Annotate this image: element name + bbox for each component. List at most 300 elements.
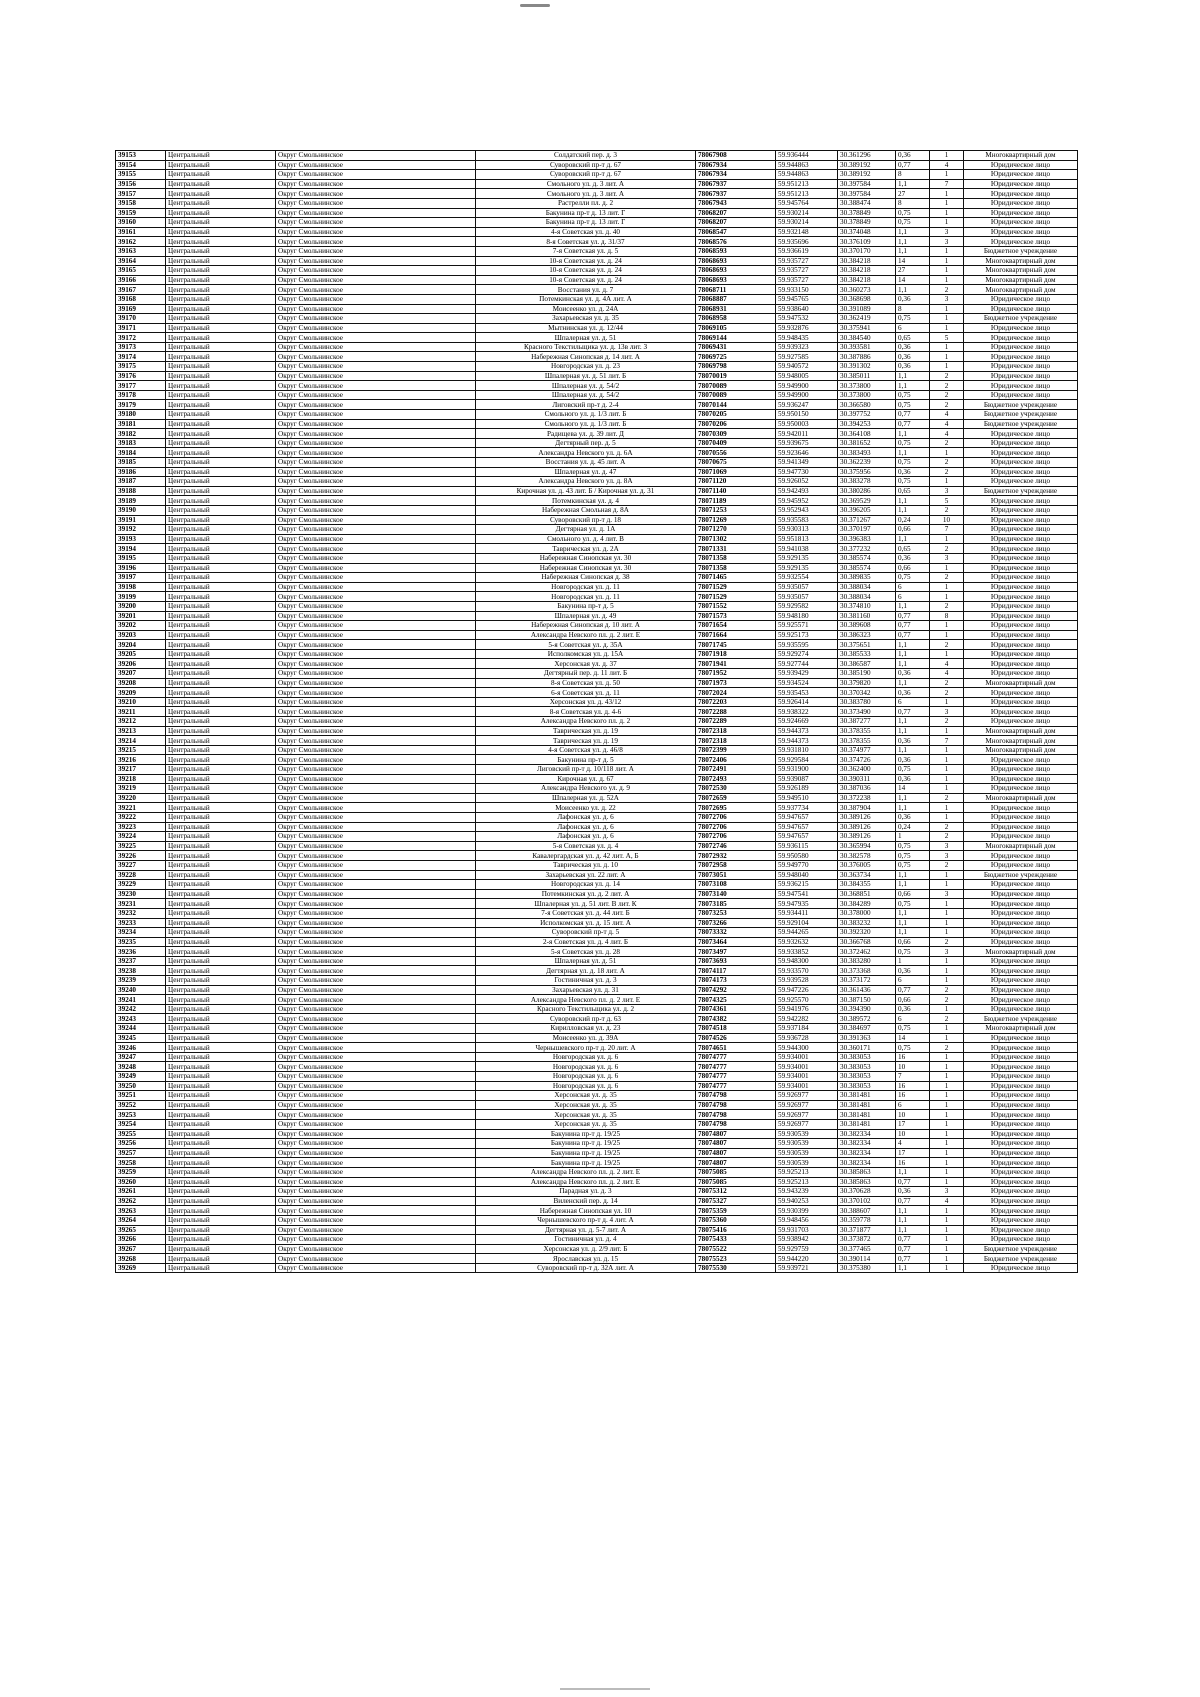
cell-district: Центральный xyxy=(166,937,276,947)
cell-okrug: Округ Смольнинское xyxy=(276,237,476,247)
cell-address: Новгородская ул. д. 14 xyxy=(476,880,696,890)
cell-address: Смольного ул. д. 1/3 лит. Б xyxy=(476,410,696,420)
cell-lon: 30.362400 xyxy=(838,765,896,775)
cell-id: 39203 xyxy=(116,630,166,640)
cell-area: 1,1 xyxy=(896,640,930,650)
cell-area: 0,75 xyxy=(896,1043,930,1053)
cell-area: 0,77 xyxy=(896,611,930,621)
table-row xyxy=(116,860,1078,870)
cell-count: 1 xyxy=(930,966,964,976)
cell-okrug: Округ Смольнинское xyxy=(276,601,476,611)
cell-id: 39211 xyxy=(116,707,166,717)
cell-lat: 59.948435 xyxy=(776,333,838,343)
cell-count: 1 xyxy=(930,1091,964,1101)
cell-area: 16 xyxy=(896,1158,930,1168)
cell-id: 39256 xyxy=(116,1139,166,1149)
cell-lat: 59.932632 xyxy=(776,937,838,947)
cell-lon: 30.360273 xyxy=(838,285,896,295)
cell-district: Центральный xyxy=(166,678,276,688)
cell-count: 2 xyxy=(930,640,964,650)
cell-count: 2 xyxy=(930,793,964,803)
cell-lon: 30.385011 xyxy=(838,371,896,381)
cell-address: Дегтярная ул. д. 5-7 лит. А xyxy=(476,1225,696,1235)
cell-type: Юридическое лицо xyxy=(964,851,1078,861)
cell-address: Таврическая ул. д. 2А xyxy=(476,544,696,554)
cell-count: 1 xyxy=(930,697,964,707)
cell-address: 8-я Советская ул. д. 50 xyxy=(476,678,696,688)
cell-address: 5-я Советская ул. д. 28 xyxy=(476,947,696,957)
cell-address: Александра Невского пл. д. 2 лит. Е xyxy=(476,1177,696,1187)
cell-area: 0,36 xyxy=(896,966,930,976)
cell-type: Юридическое лицо xyxy=(964,918,1078,928)
cell-code: 78072399 xyxy=(696,745,776,755)
cell-lon: 30.383780 xyxy=(838,697,896,707)
cell-count: 2 xyxy=(930,985,964,995)
cell-okrug: Округ Смольнинское xyxy=(276,1052,476,1062)
cell-okrug: Округ Смольнинское xyxy=(276,1033,476,1043)
cell-type: Юридическое лицо xyxy=(964,765,1078,775)
cell-id: 39195 xyxy=(116,553,166,563)
cell-count: 3 xyxy=(930,947,964,957)
table-row xyxy=(116,592,1078,602)
cell-count: 4 xyxy=(930,669,964,679)
cell-type: Юридическое лицо xyxy=(964,928,1078,938)
cell-area: 27 xyxy=(896,189,930,199)
cell-count: 7 xyxy=(930,736,964,746)
cell-district: Центральный xyxy=(166,218,276,228)
cell-okrug: Округ Смольнинское xyxy=(276,1167,476,1177)
cell-type: Юридическое лицо xyxy=(964,170,1078,180)
cell-id: 39186 xyxy=(116,467,166,477)
cell-id: 39235 xyxy=(116,937,166,947)
cell-district: Центральный xyxy=(166,1244,276,1254)
cell-lat: 59.947657 xyxy=(776,812,838,822)
cell-okrug: Округ Смольнинское xyxy=(276,170,476,180)
cell-area: 0,36 xyxy=(896,669,930,679)
cell-code: 78068958 xyxy=(696,314,776,324)
cell-district: Центральный xyxy=(166,563,276,573)
table-row xyxy=(116,1062,1078,1072)
cell-area: 0,36 xyxy=(896,362,930,372)
cell-type: Юридическое лицо xyxy=(964,860,1078,870)
cell-id: 39229 xyxy=(116,880,166,890)
cell-area: 0,77 xyxy=(896,1196,930,1206)
cell-okrug: Округ Смольнинское xyxy=(276,822,476,832)
cell-lat: 59.934524 xyxy=(776,678,838,688)
cell-count: 3 xyxy=(930,1187,964,1197)
cell-count: 1 xyxy=(930,582,964,592)
cell-district: Центральный xyxy=(166,841,276,851)
cell-type: Юридическое лицо xyxy=(964,1148,1078,1158)
cell-id: 39213 xyxy=(116,726,166,736)
cell-area: 0,24 xyxy=(896,515,930,525)
cell-address: Гостиничная ул. д. 3 xyxy=(476,976,696,986)
cell-lat: 59.937734 xyxy=(776,803,838,813)
cell-area: 1,1 xyxy=(896,534,930,544)
cell-count: 1 xyxy=(930,870,964,880)
cell-type: Юридическое лицо xyxy=(964,976,1078,986)
table-row xyxy=(116,1072,1078,1082)
cell-okrug: Округ Смольнинское xyxy=(276,640,476,650)
cell-lat: 59.936619 xyxy=(776,246,838,256)
cell-okrug: Округ Смольнинское xyxy=(276,1148,476,1158)
cell-address: Бакунина пр-т д. 5 xyxy=(476,755,696,765)
cell-type: Юридическое лицо xyxy=(964,880,1078,890)
cell-type: Юридическое лицо xyxy=(964,525,1078,535)
cell-type: Многоквартирный дом xyxy=(964,745,1078,755)
cell-id: 39227 xyxy=(116,860,166,870)
cell-area: 1,1 xyxy=(896,803,930,813)
table-row xyxy=(116,496,1078,506)
cell-id: 39178 xyxy=(116,390,166,400)
cell-type: Юридическое лицо xyxy=(964,592,1078,602)
cell-address: Новгородская ул. д. 6 xyxy=(476,1062,696,1072)
cell-area: 0,36 xyxy=(896,342,930,352)
cell-count: 4 xyxy=(930,160,964,170)
cell-count: 3 xyxy=(930,851,964,861)
cell-okrug: Округ Смольнинское xyxy=(276,649,476,659)
cell-code: 78070556 xyxy=(696,448,776,458)
cell-lon: 30.389608 xyxy=(838,621,896,631)
cell-area: 1,1 xyxy=(896,448,930,458)
cell-code: 78074777 xyxy=(696,1072,776,1082)
cell-lon: 30.385863 xyxy=(838,1177,896,1187)
cell-id: 39262 xyxy=(116,1196,166,1206)
cell-lat: 59.942011 xyxy=(776,429,838,439)
cell-type: Юридическое лицо xyxy=(964,323,1078,333)
cell-district: Центральный xyxy=(166,995,276,1005)
cell-lat: 59.950150 xyxy=(776,410,838,420)
cell-lon: 30.389126 xyxy=(838,832,896,842)
cell-code: 78069431 xyxy=(696,342,776,352)
cell-okrug: Округ Смольнинское xyxy=(276,1196,476,1206)
cell-count: 2 xyxy=(930,601,964,611)
scan-mark-top xyxy=(520,4,550,7)
cell-okrug: Округ Смольнинское xyxy=(276,198,476,208)
cell-lat: 59.929584 xyxy=(776,755,838,765)
cell-area: 0,77 xyxy=(896,630,930,640)
cell-lat: 59.944265 xyxy=(776,928,838,938)
cell-okrug: Округ Смольнинское xyxy=(276,937,476,947)
table-row xyxy=(116,400,1078,410)
cell-count: 5 xyxy=(930,496,964,506)
table-row xyxy=(116,956,1078,966)
cell-district: Центральный xyxy=(166,534,276,544)
table-row xyxy=(116,582,1078,592)
cell-id: 39216 xyxy=(116,755,166,765)
cell-type: Многоквартирный дом xyxy=(964,275,1078,285)
cell-address: Суворовский пр-т д. 63 xyxy=(476,1014,696,1024)
cell-address: 5-я Советская ул. д. 35А xyxy=(476,640,696,650)
cell-district: Центральный xyxy=(166,294,276,304)
cell-lat: 59.945952 xyxy=(776,496,838,506)
table-row xyxy=(116,525,1078,535)
table-row xyxy=(116,1004,1078,1014)
cell-code: 78074777 xyxy=(696,1062,776,1072)
table-row xyxy=(116,1119,1078,1129)
cell-code: 78068931 xyxy=(696,304,776,314)
cell-lon: 30.384218 xyxy=(838,256,896,266)
cell-address: Лиговский пр-т д. 2-4 xyxy=(476,400,696,410)
cell-okrug: Округ Смольнинское xyxy=(276,1110,476,1120)
cell-type: Многоквартирный дом xyxy=(964,266,1078,276)
cell-code: 78072491 xyxy=(696,765,776,775)
cell-type: Юридическое лицо xyxy=(964,390,1078,400)
cell-lon: 30.362239 xyxy=(838,458,896,468)
cell-area: 16 xyxy=(896,1091,930,1101)
table-row xyxy=(116,170,1078,180)
table-row xyxy=(116,1139,1078,1149)
cell-area: 0,75 xyxy=(896,573,930,583)
cell-count: 1 xyxy=(930,189,964,199)
cell-okrug: Округ Смольнинское xyxy=(276,726,476,736)
cell-code: 78074526 xyxy=(696,1033,776,1043)
cell-district: Центральный xyxy=(166,822,276,832)
cell-code: 78072706 xyxy=(696,822,776,832)
cell-district: Центральный xyxy=(166,448,276,458)
cell-type: Юридическое лицо xyxy=(964,1119,1078,1129)
cell-code: 78074807 xyxy=(696,1148,776,1158)
cell-count: 1 xyxy=(930,362,964,372)
cell-id: 39226 xyxy=(116,851,166,861)
cell-code: 78067937 xyxy=(696,179,776,189)
cell-okrug: Округ Смольнинское xyxy=(276,899,476,909)
cell-count: 1 xyxy=(930,745,964,755)
cell-address: Бакунина пр-т д. 5 xyxy=(476,601,696,611)
cell-type: Юридическое лицо xyxy=(964,649,1078,659)
table-row xyxy=(116,266,1078,276)
cell-code: 78074798 xyxy=(696,1110,776,1120)
cell-code: 78071270 xyxy=(696,525,776,535)
cell-area: 1,1 xyxy=(896,726,930,736)
cell-lat: 59.929274 xyxy=(776,649,838,659)
cell-type: Юридическое лицо xyxy=(964,582,1078,592)
cell-district: Центральный xyxy=(166,1100,276,1110)
cell-lat: 59.925213 xyxy=(776,1177,838,1187)
table-row xyxy=(116,208,1078,218)
cell-lat: 59.927744 xyxy=(776,659,838,669)
cell-type: Юридическое лицо xyxy=(964,669,1078,679)
cell-area: 1,1 xyxy=(896,429,930,439)
cell-okrug: Округ Смольнинское xyxy=(276,1158,476,1168)
cell-area: 0,66 xyxy=(896,995,930,1005)
table-row xyxy=(116,1235,1078,1245)
cell-area: 0,77 xyxy=(896,621,930,631)
cell-code: 78074173 xyxy=(696,976,776,986)
cell-district: Центральный xyxy=(166,956,276,966)
cell-type: Юридическое лицо xyxy=(964,1043,1078,1053)
table-row xyxy=(116,275,1078,285)
cell-lon: 30.385574 xyxy=(838,563,896,573)
cell-id: 39239 xyxy=(116,976,166,986)
cell-area: 1,1 xyxy=(896,496,930,506)
cell-id: 39170 xyxy=(116,314,166,324)
cell-district: Центральный xyxy=(166,438,276,448)
cell-count: 2 xyxy=(930,822,964,832)
cell-district: Центральный xyxy=(166,947,276,957)
cell-count: 2 xyxy=(930,438,964,448)
table-row xyxy=(116,1091,1078,1101)
cell-id: 39197 xyxy=(116,573,166,583)
cell-count: 1 xyxy=(930,1110,964,1120)
cell-address: 10-я Советская ул. д. 24 xyxy=(476,266,696,276)
cell-id: 39184 xyxy=(116,448,166,458)
cell-id: 39255 xyxy=(116,1129,166,1139)
cell-code: 78071069 xyxy=(696,467,776,477)
table-row xyxy=(116,736,1078,746)
cell-address: Бакунина пр-т д. 19/25 xyxy=(476,1148,696,1158)
cell-lat: 59.932876 xyxy=(776,323,838,333)
cell-lat: 59.935057 xyxy=(776,582,838,592)
cell-lat: 59.938322 xyxy=(776,707,838,717)
cell-count: 1 xyxy=(930,1215,964,1225)
cell-count: 3 xyxy=(930,486,964,496)
cell-lat: 59.936215 xyxy=(776,880,838,890)
cell-okrug: Округ Смольнинское xyxy=(276,1004,476,1014)
cell-area: 0,66 xyxy=(896,525,930,535)
cell-address: Солдатский пер. д. 3 xyxy=(476,151,696,161)
cell-district: Центральный xyxy=(166,1033,276,1043)
cell-lon: 30.397584 xyxy=(838,189,896,199)
cell-address: Ярославская ул. д. 15 xyxy=(476,1254,696,1264)
cell-id: 39198 xyxy=(116,582,166,592)
cell-lon: 30.384355 xyxy=(838,880,896,890)
cell-lon: 30.375651 xyxy=(838,640,896,650)
cell-count: 2 xyxy=(930,381,964,391)
cell-id: 39191 xyxy=(116,515,166,525)
cell-count: 1 xyxy=(930,1244,964,1254)
table-row xyxy=(116,1158,1078,1168)
cell-type: Юридическое лицо xyxy=(964,640,1078,650)
table-body xyxy=(116,151,1078,1273)
cell-lat: 59.926977 xyxy=(776,1110,838,1120)
cell-type: Юридическое лицо xyxy=(964,448,1078,458)
cell-area: 0,77 xyxy=(896,410,930,420)
cell-code: 78067943 xyxy=(696,198,776,208)
cell-address: Мытнинская ул. д. 12/44 xyxy=(476,323,696,333)
cell-count: 4 xyxy=(930,659,964,669)
cell-lat: 59.932554 xyxy=(776,573,838,583)
cell-lat: 59.926977 xyxy=(776,1091,838,1101)
cell-address: 8-я Советская ул. д. 4-6 xyxy=(476,707,696,717)
cell-lon: 30.390114 xyxy=(838,1254,896,1264)
cell-type: Юридическое лицо xyxy=(964,1167,1078,1177)
cell-okrug: Округ Смольнинское xyxy=(276,889,476,899)
cell-address: Кавалергардская ул. д. 42 лит. А, Б xyxy=(476,851,696,861)
table-row xyxy=(116,621,1078,631)
cell-okrug: Округ Смольнинское xyxy=(276,256,476,266)
cell-lat: 59.930399 xyxy=(776,1206,838,1216)
cell-district: Центральный xyxy=(166,285,276,295)
cell-count: 2 xyxy=(930,678,964,688)
cell-id: 39215 xyxy=(116,745,166,755)
cell-code: 78071573 xyxy=(696,611,776,621)
cell-address: Радищева ул. д. 39 лит. Д xyxy=(476,429,696,439)
cell-address: 8-я Советская ул. д. 31/37 xyxy=(476,237,696,247)
cell-area: 0,36 xyxy=(896,774,930,784)
cell-id: 39264 xyxy=(116,1215,166,1225)
cell-id: 39263 xyxy=(116,1206,166,1216)
cell-code: 78074651 xyxy=(696,1043,776,1053)
cell-code: 78071302 xyxy=(696,534,776,544)
cell-okrug: Округ Смольнинское xyxy=(276,832,476,842)
cell-district: Центральный xyxy=(166,889,276,899)
cell-address: Исполкомская ул. д. 15 лит. А xyxy=(476,918,696,928)
cell-code: 78073497 xyxy=(696,947,776,957)
cell-id: 39207 xyxy=(116,669,166,679)
cell-district: Центральный xyxy=(166,410,276,420)
cell-id: 39267 xyxy=(116,1244,166,1254)
table-row xyxy=(116,160,1078,170)
table-row xyxy=(116,937,1078,947)
cell-district: Центральный xyxy=(166,304,276,314)
cell-lon: 30.371877 xyxy=(838,1225,896,1235)
cell-area: 0,75 xyxy=(896,1024,930,1034)
cell-district: Центральный xyxy=(166,899,276,909)
cell-count: 1 xyxy=(930,918,964,928)
cell-lon: 30.375956 xyxy=(838,467,896,477)
table-row xyxy=(116,1024,1078,1034)
table-row xyxy=(116,1014,1078,1024)
cell-lon: 30.380286 xyxy=(838,486,896,496)
cell-okrug: Округ Смольнинское xyxy=(276,611,476,621)
cell-address: Красного Текстильщика ул. д. 2 xyxy=(476,1004,696,1014)
cell-id: 39190 xyxy=(116,505,166,515)
cell-lat: 59.926052 xyxy=(776,477,838,487)
cell-count: 1 xyxy=(930,563,964,573)
cell-lon: 30.384540 xyxy=(838,333,896,343)
cell-code: 78073051 xyxy=(696,870,776,880)
cell-lat: 59.948005 xyxy=(776,371,838,381)
cell-id: 39158 xyxy=(116,198,166,208)
cell-code: 78068693 xyxy=(696,266,776,276)
cell-area: 0,75 xyxy=(896,860,930,870)
cell-type: Юридическое лицо xyxy=(964,438,1078,448)
cell-count: 2 xyxy=(930,544,964,554)
cell-area: 0,75 xyxy=(896,390,930,400)
cell-type: Юридическое лицо xyxy=(964,553,1078,563)
cell-id: 39183 xyxy=(116,438,166,448)
cell-okrug: Округ Смольнинское xyxy=(276,841,476,851)
cell-area: 0,36 xyxy=(896,467,930,477)
cell-okrug: Округ Смольнинское xyxy=(276,1177,476,1187)
table-row xyxy=(116,803,1078,813)
cell-count: 1 xyxy=(930,170,964,180)
cell-district: Центральный xyxy=(166,275,276,285)
cell-id: 39167 xyxy=(116,285,166,295)
cell-address: Виленский пер. д. 14 xyxy=(476,1196,696,1206)
cell-area: 0,36 xyxy=(896,736,930,746)
cell-count: 1 xyxy=(930,956,964,966)
table-row xyxy=(116,630,1078,640)
cell-okrug: Округ Смольнинское xyxy=(276,467,476,477)
cell-type: Юридическое лицо xyxy=(964,227,1078,237)
cell-code: 78075085 xyxy=(696,1177,776,1187)
cell-address: Шпалерная ул. д. 54/2 xyxy=(476,390,696,400)
cell-district: Центральный xyxy=(166,323,276,333)
cell-lat: 59.941038 xyxy=(776,544,838,554)
cell-id: 39189 xyxy=(116,496,166,506)
cell-lon: 30.373172 xyxy=(838,976,896,986)
cell-id: 39243 xyxy=(116,1014,166,1024)
cell-address: Смольного ул. д. 3 лит. А xyxy=(476,179,696,189)
cell-lon: 30.372462 xyxy=(838,947,896,957)
cell-area: 8 xyxy=(896,170,930,180)
cell-count: 1 xyxy=(930,198,964,208)
cell-count: 2 xyxy=(930,467,964,477)
cell-count: 10 xyxy=(930,515,964,525)
cell-okrug: Округ Смольнинское xyxy=(276,697,476,707)
